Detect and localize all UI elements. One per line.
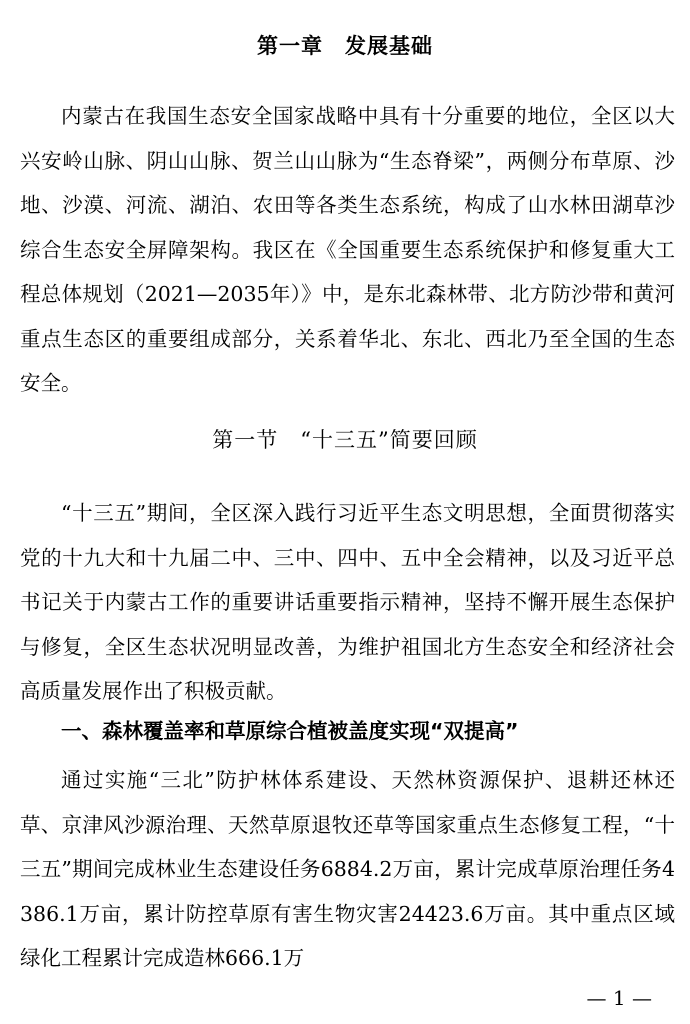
section-title: 第一节 “十三五”简要回顾	[212, 428, 478, 452]
paragraph-restoration-projects: 通过实施“三北”防护林体系建设、天然林资源保护、退耕还林还草、京津风沙源治理、天然草原退牧还草等国家重点生态修复工程，“十三五”期间完成林业生态建设任务6884.2万亩，累计完成草原治理任务4386.1万亩，累计防控草原有害生物灾害24423.6万亩。其中重点区域绿化工程累计完成造林666.1万	[20, 768, 675, 970]
chapter-title: 第一章 发展基础	[257, 34, 433, 58]
paragraph-ecological-status: 内蒙古在我国生态安全国家战略中具有十分重要的地位，全区以大兴安岭山脉、阴山山脉、贺兰山山脉为“生态脊梁”，两侧分布草原、沙地、沙漠、河流、湖泊、农田等各类生态系统，构成了山水林田湖草沙综合生态安全屏障架构。我区在《全国重要生态系统保护和修复重大工程总体规划（2021—2035年）》中，是东北森林带、北方防沙带和黄河重点生态区的重要组成部分，关系着华北、东北、西北乃至全国的生态安全。	[20, 104, 675, 395]
subheading-forest-grassland: 一、森林覆盖率和草原综合植被盖度实现“双提高”	[61, 719, 519, 743]
page-number: — 1 —	[586, 986, 652, 1010]
paragraph-thirteenth-five-year-review: “十三五”期间，全区深入践行习近平生态文明思想，全面贯彻落实党的十九大和十九届二中、三中、四中、五中全会精神，以及习近平总书记关于内蒙古工作的重要讲话重要指示精神，坚持不懈开展生态保护与修复，全区生态状况明显改善，为维护祖国北方生态安全和经济社会高质量发展作出了积极贡献。	[20, 501, 675, 703]
